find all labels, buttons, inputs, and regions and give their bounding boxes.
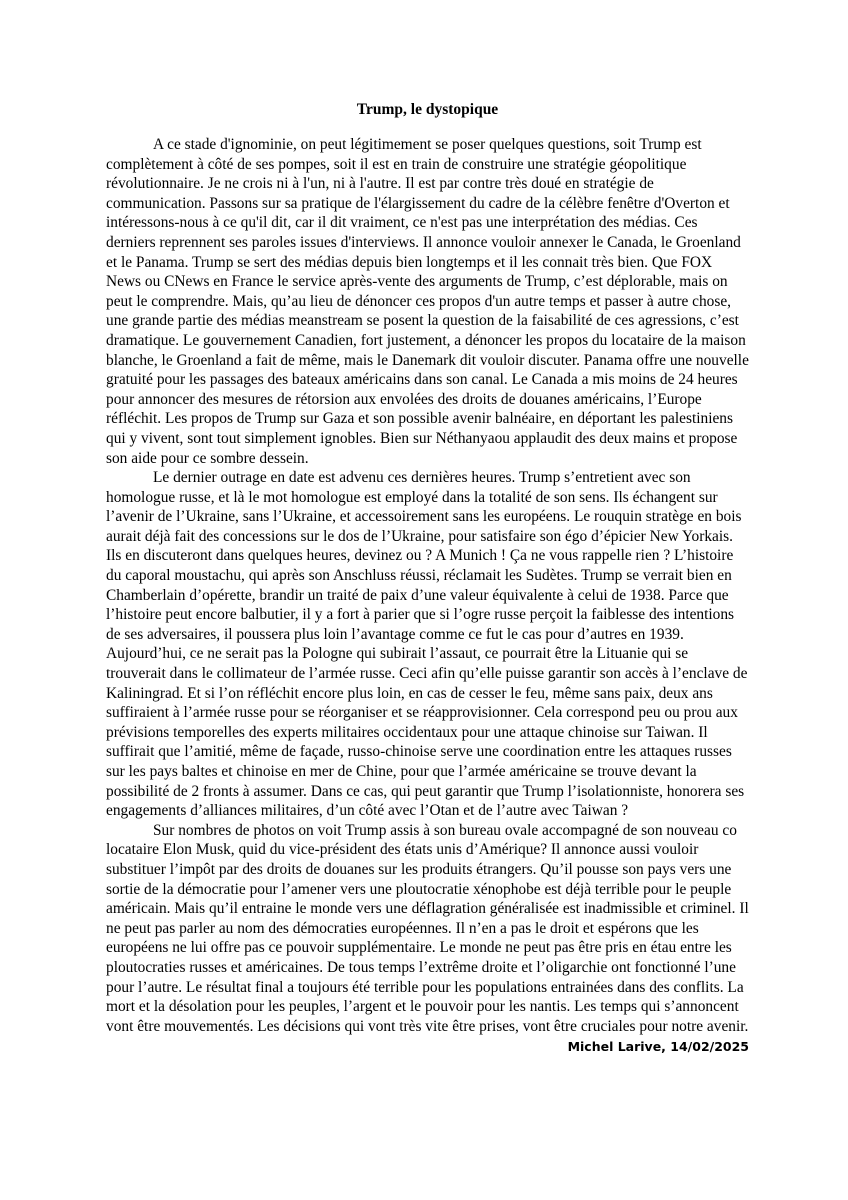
author-signature: Michel Larive, 14/02/2025 bbox=[567, 1039, 749, 1055]
document-page bbox=[106, 93, 749, 1056]
paragraph-3: Sur nombres de photos on voit Trump assis à son bureau ovale accompagné de son nouveau co locataire Elon Musk, quid du vice-président des états unis d’Amérique? Il annonce aussi vouloir substituer l’impôt par des droits de douanes sur les produits étrangers. Qu’il pousse son pays vers une sortie de la démocratie pour l’amener vers une ploutocratie xénophobe est déjà terrible pour le peuple américain. Mais qu’il entraine le monde vers une déflagration généralisée est inadmissible et criminel. Il ne peut pas parler au nom des démocraties européennes. Il n’en a pas le droit et espérons que les européens ne lui offre pas ce pouvoir supplémentaire. Le monde ne peut pas être pris en étau entre les ploutocraties russes et américaines. De tous temps l’extrême droite et l’oligarchie ont fonctionné l’une pour l’autre. Le résultat final a toujours été terrible pour les populations entrainées dans des conflits. La mort et la désolation pour les peuples, l’argent et le pouvoir pour les nantis. Les temps qui s’annoncent vont être mouvementés. Les décisions qui vont très vite être prises, vont être cruciales pour notre avenir. bbox=[106, 821, 749, 1035]
document-title: Trump, le dystopique bbox=[356, 101, 499, 118]
paragraph-2: Le dernier outrage en date est advenu ces dernières heures. Trump s’entretient avec son homologue russe, et là le mot homologue est employé dans la totalité de son sens. Ils échangent sur l’avenir de l’Ukraine, sans l’Ukraine, et accessoirement sans les européens. Le rouquin stratège en bois aurait déjà fait des concessions sur le dos de l’Ukraine, pour satisfaire son égo d’épicier New Yorkais. Ils en discuteront dans quelques heures, devinez ou ? A Munich ! Ça ne vous rappelle rien ? L’histoire du caporal moustachu, qui après son Anschluss réussi, réclamait les Sudètes. Trump se verrait bien en Chamberlain d’opérette, brandir un traité de paix d’une valeur équivalente à celui de 1938. Parce que l’histoire peut encore balbutier, il y a fort à parier que si l’ogre russe perçoit la faiblesse des intentions de ses adversaires, il poussera plus loin l’avantage comme ce fut le cas pour d’autres en 1939. Aujourd’hui, ce ne serait pas la Pologne qui subirait l’assaut, ce pourrait être la Lituanie qui se trouverait dans le collimateur de l’armée russe. Ceci afin qu’elle puisse garantir son accès à l’enclave de Kaliningrad. Et si l’on réfléchit encore plus loin, en cas de cesser le feu, même sans paix, deux ans suffiraient à l’armée russe pour se réorganiser et se réapprovisionner. Cela correspond peu ou prou aux prévisions temporelles des experts militaires occidentaux pour une attaque chinoise sur Taiwan. Il suffirait que l’amitié, même de façade, russo-chinoise serve une coordination entre les attaques russes sur les pays baltes et chinoise en mer de Chine, pour que l’armée américaine se trouve devant la possibilité de 2 fronts à assumer. Dans ce cas, qui peut garantir que Trump l’isolationniste, honorera ses engagements d’alliances militaires, d’un côté avec l’Otan et de l’autre avec Taiwan ? bbox=[106, 469, 748, 820]
paragraph-1: A ce stade d'ignominie, on peut légitimement se poser quelques questions, soit Trump est complètement à côté de ses pompes, soit il est en train de construire une stratégie géopolitique révolutionnaire. Je ne crois ni à l'un, ni à l'autre. Il est par contre très doué en stratégie de communication. Passons sur sa pratique de l'élargissement du cadre de la célèbre fenêtre d'Overton et intéressons-nous à ce qu'il dit, car il dit vraiment, ce n'est pas une interprétation des médias. Ces derniers reprennent ses paroles issues d'interviews. Il annonce vouloir annexer le Canada, le Groenland et le Panama. Trump se sert des médias depuis bien longtemps et il les connait très bien. Que FOX News ou CNews en France le service après-vente des arguments de Trump, c’est déplorable, mais on peut le comprendre. Mais, qu’au lieu de dénoncer ces propos d'un autre temps et passer à autre chose, une grande partie des médias meanstream se posent la question de la faisabilité de ces agressions, c’est dramatique. Le gouvernement Canadien, fort justement, a dénoncer les propos du locataire de la maison blanche, le Groenland a fait de même, mais le Danemark dit vouloir discuter. Panama offre une nouvelle gratuité pour les passages des bateaux américains dans son canal. Le Canada a mis moins de 24 heures pour annoncer des mesures de rétorsion aux envolées des droits de douanes américains, l’Europe réfléchit. Les propos de Trump sur Gaza et son possible avenir balnéaire, en déportant les palestiniens qui y vivent, sont tout simplement ignobles. Bien sur Néthanyaou applaudit des deux mains et propose son aide pour ce sombre dessein. bbox=[106, 136, 749, 467]
